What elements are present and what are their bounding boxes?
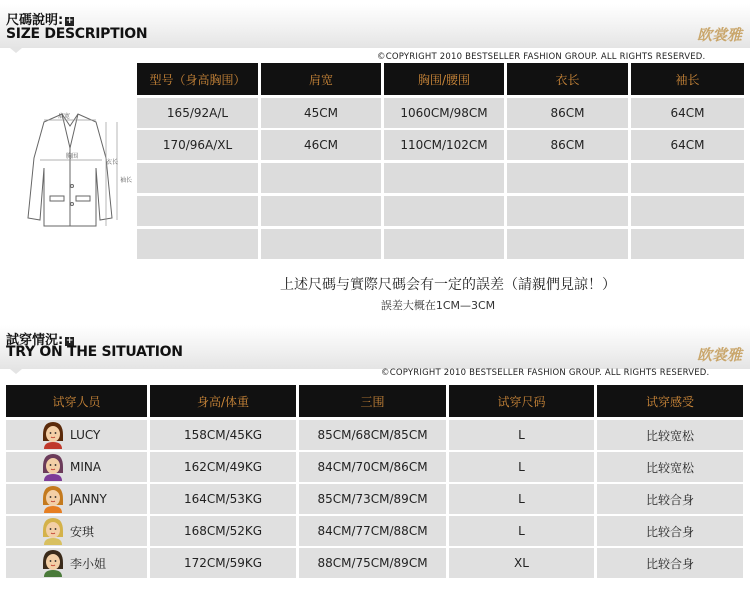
size-cell-length: 86CM bbox=[507, 130, 628, 160]
size-cell-length bbox=[507, 229, 628, 259]
plus-icon: + bbox=[65, 336, 74, 346]
size-cell-model: 165/92A/L bbox=[137, 98, 258, 128]
size-cell-shoulder: 46CM bbox=[261, 130, 381, 160]
diagram-label-length: 袖长 bbox=[120, 177, 133, 184]
size-title-en: SIZE DESCRIPTION bbox=[6, 26, 148, 42]
try-person-name: MINA bbox=[70, 460, 102, 474]
avatar-icon bbox=[40, 421, 66, 449]
avatar-icon bbox=[40, 517, 66, 545]
try-cell-feeling: 比较合身 bbox=[597, 548, 743, 578]
size-cell-length: 86CM bbox=[507, 98, 628, 128]
try-cell-size: L bbox=[449, 452, 594, 482]
try-cell-height-weight: 168CM/52KG bbox=[150, 516, 296, 546]
size-header-shoulder: 肩宽 bbox=[261, 63, 381, 95]
copyright-text: ©COPYRIGHT 2010 BESTSELLER FASHION GROUP. ALL RIGHTS RESERVED. bbox=[377, 52, 706, 62]
plus-icon: + bbox=[65, 16, 74, 26]
try-cell-feeling: 比较宽松 bbox=[597, 420, 743, 450]
try-header-height-weight: 身高/体重 bbox=[150, 385, 296, 417]
jacket-diagram bbox=[22, 108, 134, 236]
size-cell-model bbox=[137, 196, 258, 226]
try-person-name: 安琪 bbox=[70, 524, 95, 539]
diagram-label-shoulder: 肩宽 bbox=[58, 113, 71, 120]
try-cell-person bbox=[6, 420, 147, 450]
diagram-label-bust: 胸围 bbox=[66, 153, 79, 160]
try-cell-height-weight: 164CM/53KG bbox=[150, 484, 296, 514]
try-cell-size: L bbox=[449, 516, 594, 546]
size-cell-sleeve: 64CM bbox=[631, 130, 744, 160]
size-cell-model bbox=[137, 229, 258, 259]
try-person-name: 李小姐 bbox=[70, 556, 107, 571]
try-cell-height-weight: 172CM/59KG bbox=[150, 548, 296, 578]
avatar-icon bbox=[40, 549, 66, 577]
try-person-name: JANNY bbox=[70, 492, 107, 506]
header-pointer bbox=[10, 369, 22, 374]
size-header-sleeve: 袖长 bbox=[631, 63, 744, 95]
try-cell-size: XL bbox=[449, 548, 594, 578]
size-header-model: 型号（身高胸围） bbox=[137, 63, 258, 95]
size-note-main: 上述尺碼与實際尺碼会有一定的誤差（請親們見諒！） bbox=[280, 277, 616, 293]
brand-logo: 欧裳雅 bbox=[696, 346, 742, 364]
size-cell-shoulder bbox=[261, 163, 381, 193]
size-cell-length bbox=[507, 163, 628, 193]
size-cell-bust-waist bbox=[384, 163, 504, 193]
size-cell-bust-waist bbox=[384, 196, 504, 226]
diagram-label-sleeve: 衣长 bbox=[106, 159, 119, 166]
try-title-cn: 試穿情況: + bbox=[6, 333, 74, 348]
header-pointer bbox=[10, 48, 22, 53]
try-cell-feeling: 比较宽松 bbox=[597, 452, 743, 482]
try-cell-size: L bbox=[449, 484, 594, 514]
try-cell-feeling: 比较合身 bbox=[597, 484, 743, 514]
size-cell-shoulder: 45CM bbox=[261, 98, 381, 128]
size-cell-model: 170/96A/XL bbox=[137, 130, 258, 160]
try-cell-measurements: 85CM/68CM/85CM bbox=[299, 420, 446, 450]
size-cell-model bbox=[137, 163, 258, 193]
try-cell-person bbox=[6, 484, 147, 514]
try-header-person: 试穿人员 bbox=[6, 385, 147, 417]
try-header-measurements: 三围 bbox=[299, 385, 446, 417]
size-cell-bust-waist bbox=[384, 229, 504, 259]
size-header-bust-waist: 胸围/腰围 bbox=[384, 63, 504, 95]
size-note-sub: 誤差大概在1CM—3CM bbox=[380, 299, 496, 312]
size-cell-shoulder bbox=[261, 196, 381, 226]
try-cell-person bbox=[6, 516, 147, 546]
size-cell-sleeve bbox=[631, 196, 744, 226]
try-cell-person bbox=[6, 452, 147, 482]
size-cell-bust-waist: 1060CM/98CM bbox=[384, 98, 504, 128]
size-cell-length bbox=[507, 196, 628, 226]
try-cell-person bbox=[6, 548, 147, 578]
try-title-en: TRY ON THE SITUATION bbox=[6, 344, 183, 360]
try-cell-size: L bbox=[449, 420, 594, 450]
size-cell-sleeve bbox=[631, 163, 744, 193]
size-cell-shoulder bbox=[261, 229, 381, 259]
avatar-icon bbox=[40, 485, 66, 513]
try-header-size: 试穿尺码 bbox=[449, 385, 594, 417]
try-cell-measurements: 85CM/73CM/89CM bbox=[299, 484, 446, 514]
size-cell-sleeve: 64CM bbox=[631, 98, 744, 128]
try-cell-measurements: 84CM/77CM/88CM bbox=[299, 516, 446, 546]
size-cell-sleeve bbox=[631, 229, 744, 259]
try-header-feeling: 试穿感受 bbox=[597, 385, 743, 417]
copyright-text: ©COPYRIGHT 2010 BESTSELLER FASHION GROUP. ALL RIGHTS RESERVED. bbox=[381, 368, 710, 378]
try-cell-height-weight: 158CM/45KG bbox=[150, 420, 296, 450]
size-cell-bust-waist: 110CM/102CM bbox=[384, 130, 504, 160]
avatar-icon bbox=[40, 453, 66, 481]
try-cell-measurements: 84CM/70CM/86CM bbox=[299, 452, 446, 482]
try-person-name: LUCY bbox=[70, 428, 101, 442]
size-header-length: 衣长 bbox=[507, 63, 628, 95]
try-cell-measurements: 88CM/75CM/89CM bbox=[299, 548, 446, 578]
try-cell-feeling: 比较合身 bbox=[597, 516, 743, 546]
size-title-cn: 尺碼說明: + bbox=[6, 13, 74, 28]
brand-logo: 欧裳雅 bbox=[696, 26, 742, 44]
try-cell-height-weight: 162CM/49KG bbox=[150, 452, 296, 482]
